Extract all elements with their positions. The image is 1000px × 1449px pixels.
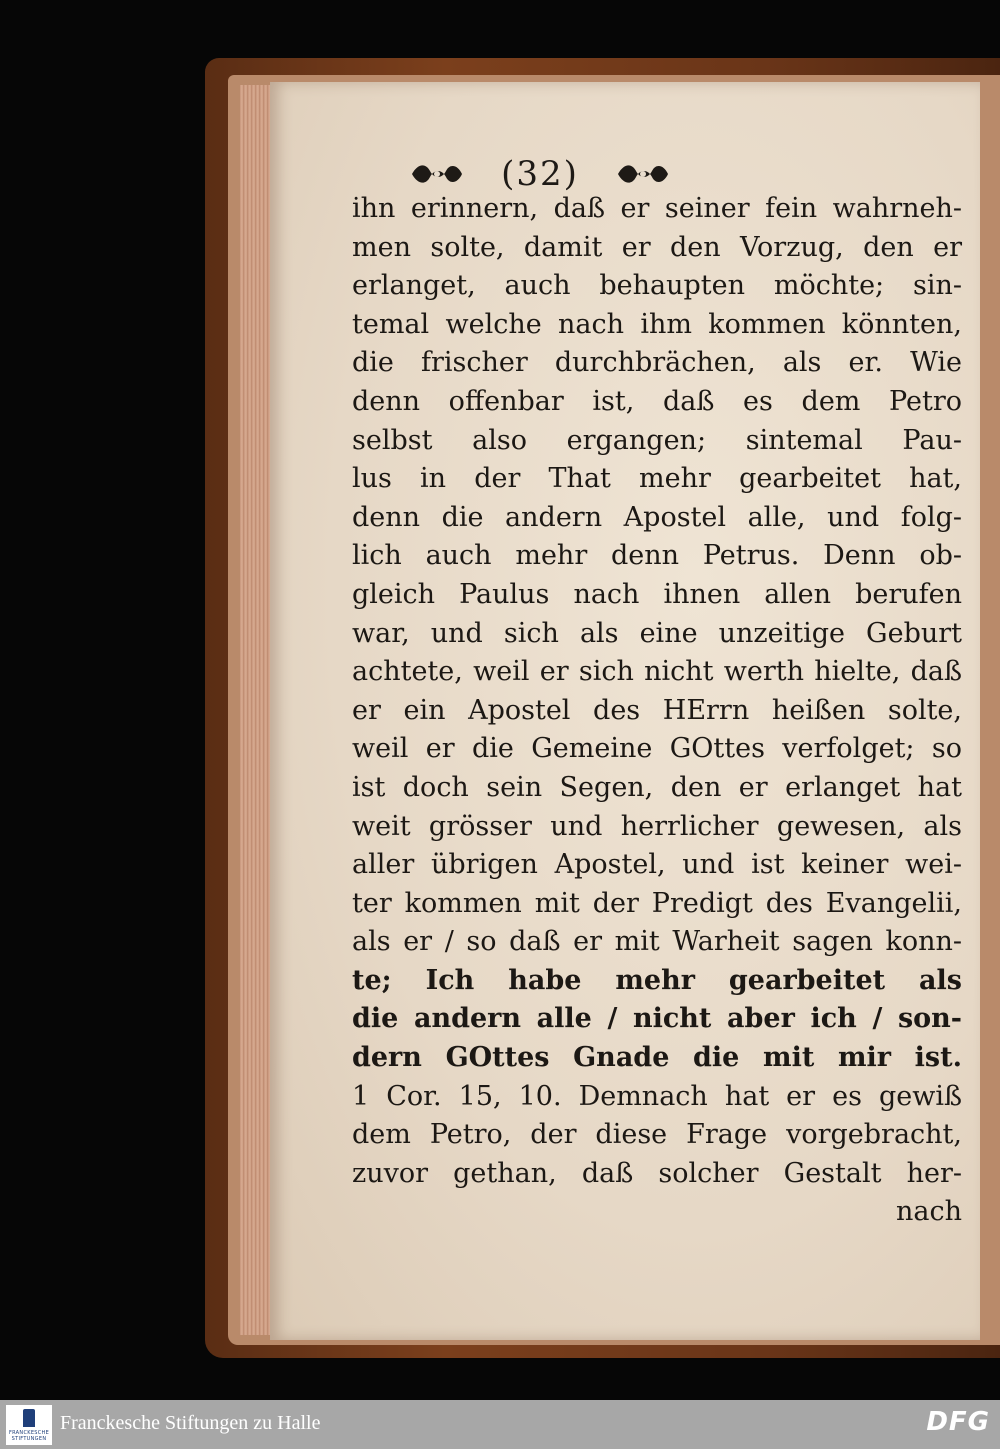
text-line: weil er die Gemeine GOttes verfolget; so bbox=[352, 733, 962, 765]
dfg-logo[interactable]: DFG bbox=[926, 1407, 990, 1437]
book-page bbox=[270, 82, 980, 1340]
quotation-line: te; Ich habe mehr gearbeitet als bbox=[352, 964, 962, 996]
quotation-line: die andern alle / nicht aber ich / son- bbox=[352, 1003, 962, 1035]
logo-caption: FRANCKESCHE STIFTUNGEN bbox=[8, 1430, 50, 1442]
text-line: zuvor gethan, daß solcher Gestalt her- bbox=[352, 1157, 962, 1189]
text-line: ist doch sein Segen, den er erlanget hat bbox=[352, 771, 962, 803]
ornament-right-icon bbox=[614, 159, 672, 189]
page-number: (32) bbox=[501, 154, 579, 194]
text-line: erlanget, auch behaupten möchte; sin- bbox=[352, 270, 962, 302]
text-line: lich auch mehr denn Petrus. Denn ob- bbox=[352, 540, 962, 572]
quotation-line: dern GOttes Gnade die mit mir ist. bbox=[352, 1042, 962, 1074]
text-line: war, und sich als eine unzeitige Geburt bbox=[352, 617, 962, 649]
text-line: denn offenbar ist, daß es dem Petro bbox=[352, 385, 962, 417]
page-body-text bbox=[352, 190, 962, 1232]
text-line: ihn erinnern, daß er seiner fein wahrneh- bbox=[352, 193, 962, 224]
text-line: er ein Apostel des HErrn heißen solte, bbox=[352, 694, 962, 726]
text-line: als er / so daß er mit Warheit sagen konn- bbox=[352, 926, 962, 958]
text-line: 1 Cor. 15, 10. Demnach hat er es gewiß bbox=[352, 1080, 962, 1112]
institution-name[interactable]: Franckesche Stiftungen zu Halle bbox=[60, 1412, 321, 1434]
text-line: men solte, damit er den Vorzug, den er bbox=[352, 231, 962, 263]
institution-logo-icon bbox=[23, 1409, 35, 1427]
text-line: die frischer durchbrächen, als er. Wie bbox=[352, 347, 962, 379]
text-line: aller übrigen Apostel, und ist keiner wei- bbox=[352, 849, 962, 881]
text-line: gleich Paulus nach ihnen allen berufen bbox=[352, 578, 962, 610]
institution-logo[interactable] bbox=[6, 1405, 52, 1445]
footer-bar bbox=[0, 1400, 1000, 1449]
text-line: achtete, weil er sich nicht werth hielte, daß bbox=[352, 656, 962, 688]
text-line: selbst also ergangen; sintemal Pau- bbox=[352, 424, 962, 456]
text-line: weit grösser und herrlicher gewesen, als bbox=[352, 810, 962, 842]
text-line: dem Petro, der diese Frage vorgebracht, bbox=[352, 1119, 962, 1151]
text-line: ter kommen mit der Predigt des Evangelii, bbox=[352, 887, 962, 919]
text-line: denn die andern Apostel alle, und folg- bbox=[352, 501, 962, 533]
catchword: nach bbox=[896, 1196, 962, 1228]
text-line: lus in der That mehr gearbeitet hat, bbox=[352, 463, 962, 495]
text-line: temal welche nach ihm kommen könnten, bbox=[352, 308, 962, 340]
ornament-left-icon bbox=[408, 159, 466, 189]
page-header bbox=[270, 152, 810, 194]
